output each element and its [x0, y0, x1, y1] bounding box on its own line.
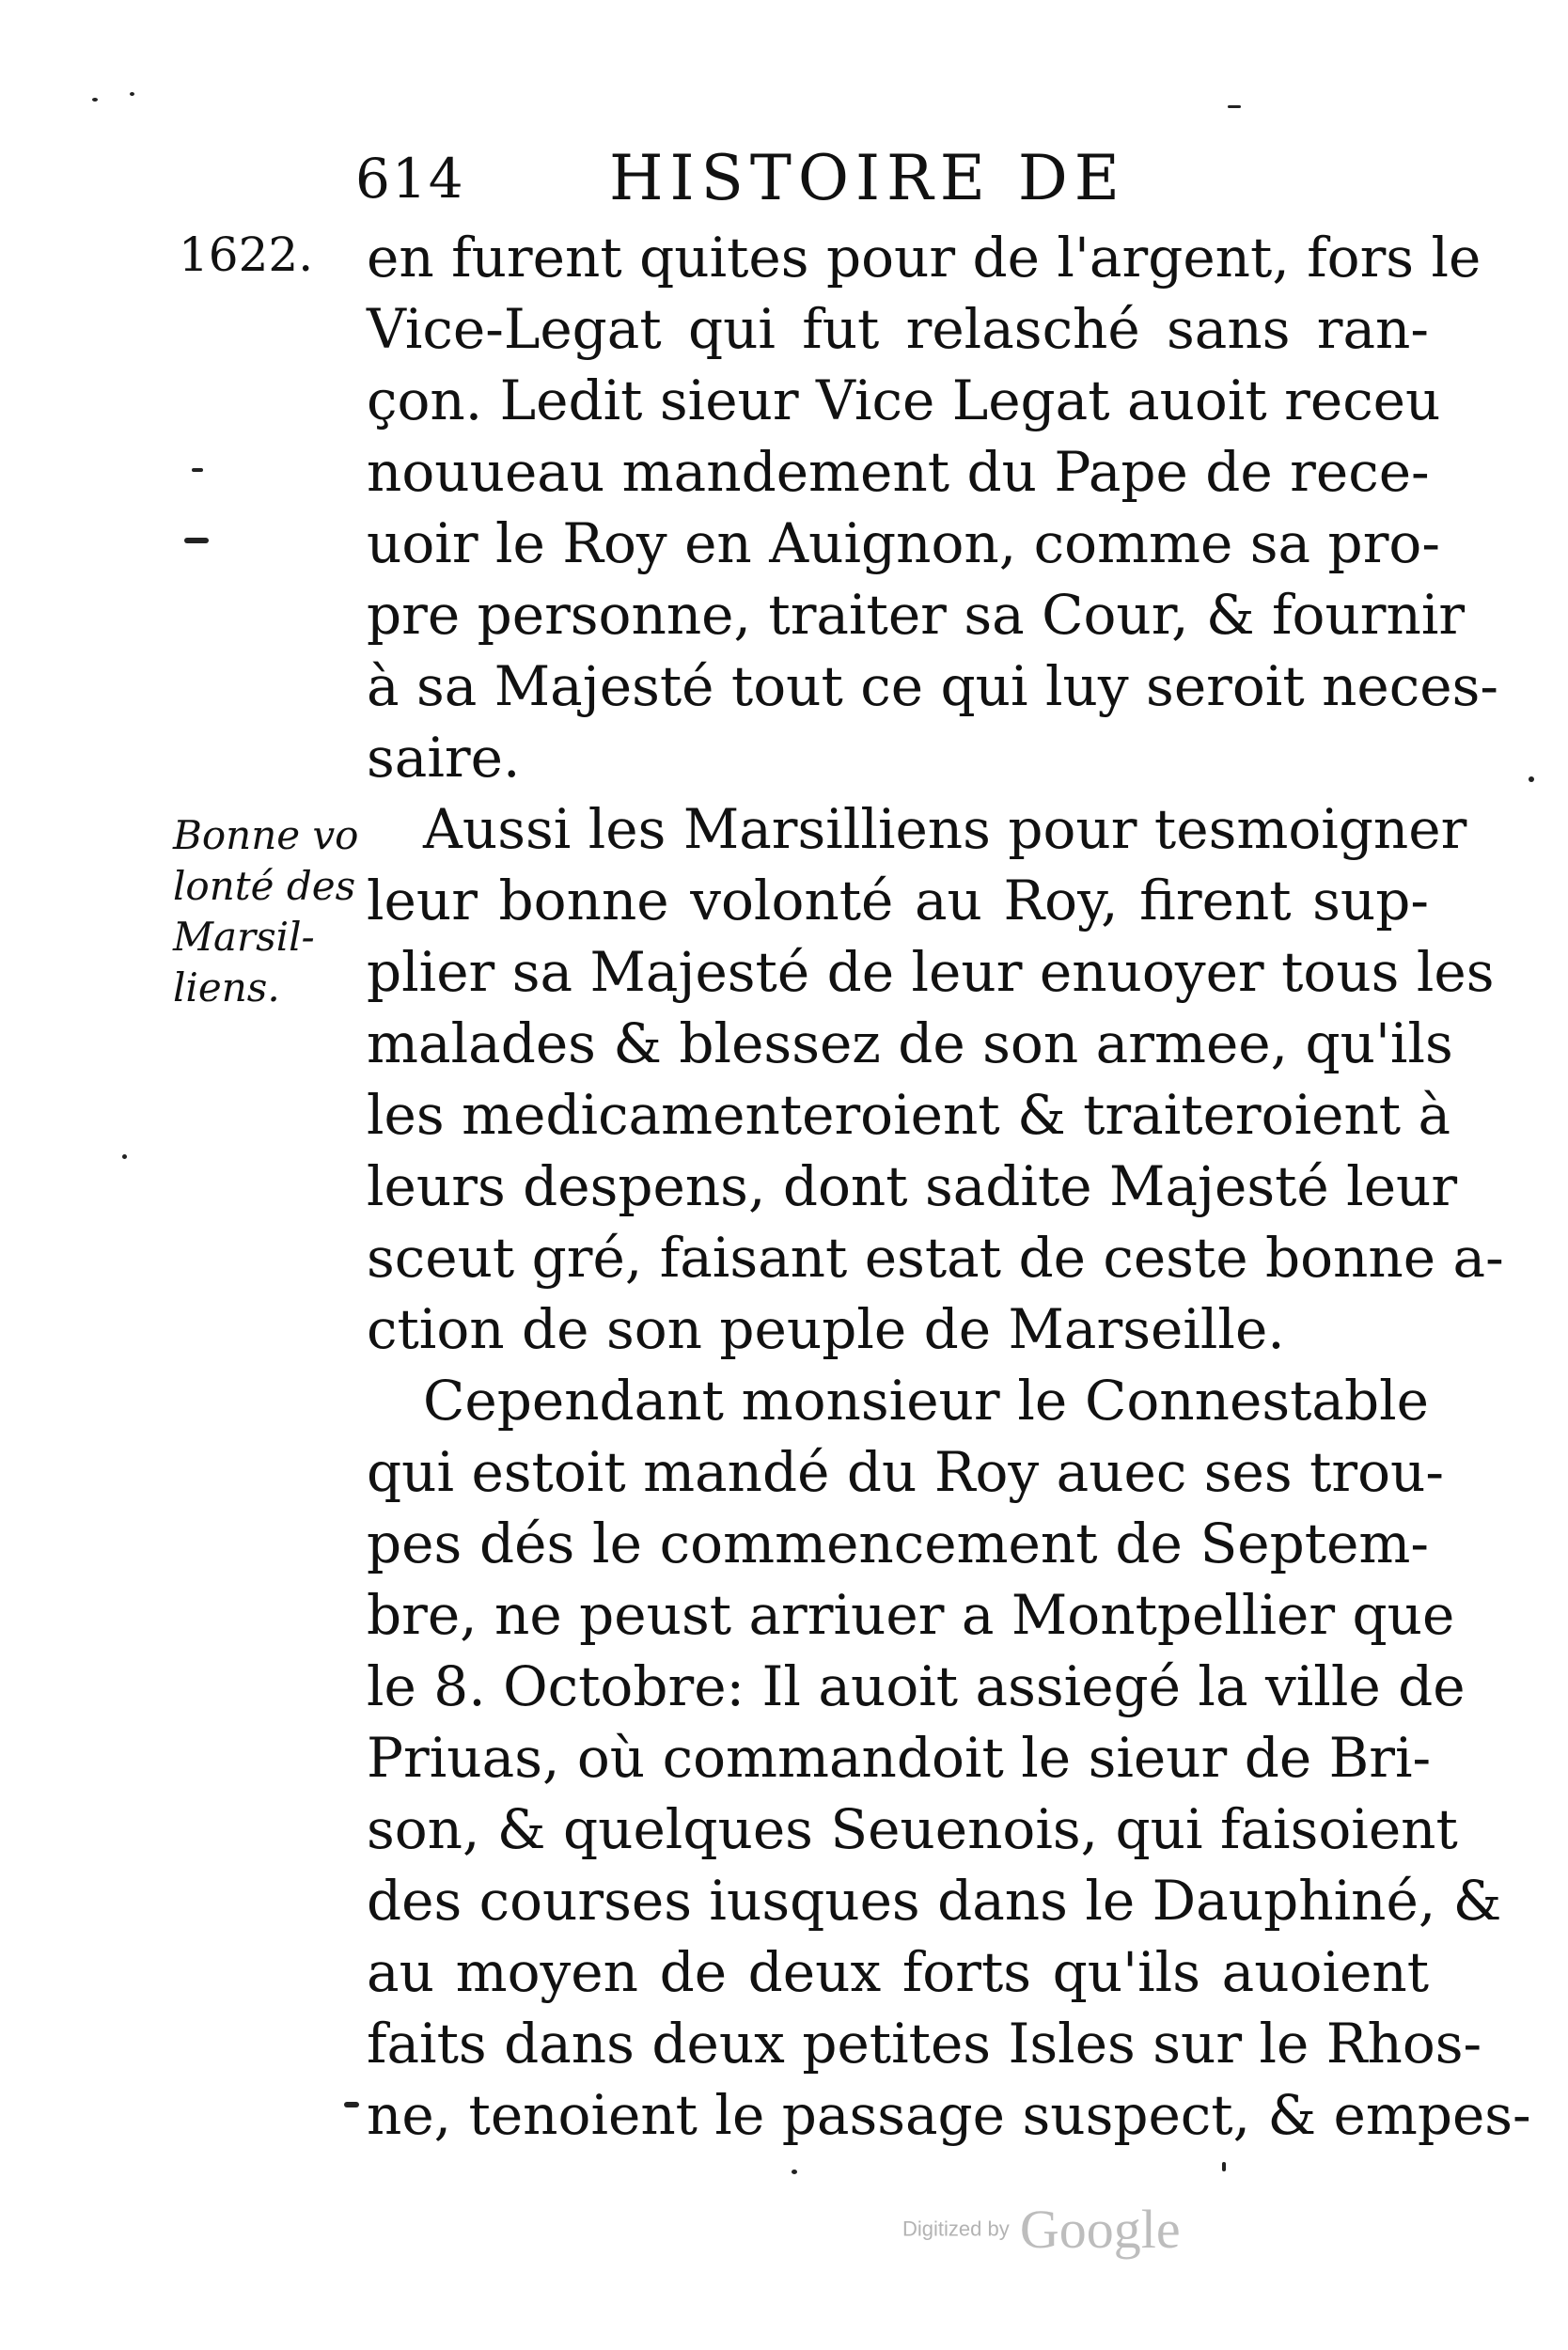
margin-note	[173, 810, 361, 1013]
text-line: ne, tenoient le passage suspect, & empes-	[367, 2083, 1531, 2147]
text-line: ction de son peuple de Marseille.	[367, 1297, 1285, 1361]
text-line: leurs despens, dont sadite Majesté leur	[367, 1154, 1458, 1218]
running-title: HISTOIRE DE	[609, 142, 1126, 214]
text-line: sceut gré, faisant estat de ceste bonne a-	[367, 1226, 1504, 1290]
text-line: plier sa Majesté de leur enuoyer tous les	[367, 940, 1495, 1004]
page-number: 614	[355, 147, 465, 211]
text-line: Priuas, où commandoit le sieur de Bri-	[367, 1726, 1432, 1790]
scan-speck	[192, 468, 203, 472]
text-line: Aussi les Marsilliens pour tesmoigner	[423, 797, 1467, 861]
text-line: Vice-Legat qui fut relasché sans ran-	[367, 297, 1429, 361]
margin-note-line: liens.	[173, 964, 280, 1010]
text-line: leur bonne volonté au Roy, firent sup-	[367, 869, 1429, 932]
margin-note-line: Marsil-	[173, 914, 315, 960]
google-logo: Google	[1019, 2199, 1181, 2260]
text-line: pre personne, traiter sa Cour, & fournir	[367, 583, 1466, 647]
margin-note-line: Bonne vo	[173, 812, 359, 858]
scan-speck	[344, 2102, 359, 2107]
scan-speck	[122, 1154, 127, 1159]
body-text	[367, 222, 1531, 2151]
scan-speck	[1529, 776, 1534, 782]
text-line: à sa Majesté tout ce qui luy seroit neces-	[367, 654, 1498, 718]
text-line: nouueau mandement du Pape de rece-	[367, 440, 1430, 504]
text-line: çon. Ledit sieur Vice Legat auoit receu	[367, 368, 1441, 432]
digitized-watermark	[902, 2198, 1181, 2264]
scan-speck	[130, 92, 134, 96]
text-line: malades & blessez de son armee, qu'ils	[367, 1011, 1453, 1075]
text-line: bre, ne peust arriuer a Montpellier que	[367, 1583, 1455, 1647]
text-line: uoir le Roy en Auignon, comme sa pro-	[367, 511, 1440, 575]
margin-year: 1622.	[179, 227, 314, 282]
digitized-label: Digitized by	[902, 2217, 1010, 2241]
text-line: des courses iusques dans le Dauphiné, &	[367, 1869, 1502, 1933]
text-line: saire.	[367, 726, 521, 790]
text-line: en furent quites pour de l'argent, fors le	[367, 226, 1482, 290]
text-line: pes dés le commencement de Septem-	[367, 1512, 1429, 1575]
scan-speck	[1228, 105, 1241, 108]
text-line: au moyen de deux forts qu'ils auoient	[367, 1940, 1429, 2004]
text-line: le 8. Octobre: Il auoit assiegé la ville de	[367, 1654, 1466, 1718]
scan-speck	[184, 538, 209, 543]
scan-speck	[792, 2170, 797, 2174]
margin-note-line: lonté des	[173, 863, 356, 909]
text-line: son, & quelques Seuenois, qui faisoient	[367, 1797, 1458, 1861]
text-line: les medicamenteroient & traiteroient à	[367, 1083, 1451, 1147]
scan-speck	[92, 98, 98, 102]
page-header	[355, 141, 1295, 216]
text-line: Cependant monsieur le Connestable	[423, 1369, 1429, 1433]
text-line: faits dans deux petites Isles sur le Rhos-	[367, 2012, 1482, 2076]
text-line: qui estoit mandé du Roy auec ses trou-	[367, 1440, 1444, 1504]
scan-speck	[1222, 2162, 1226, 2171]
